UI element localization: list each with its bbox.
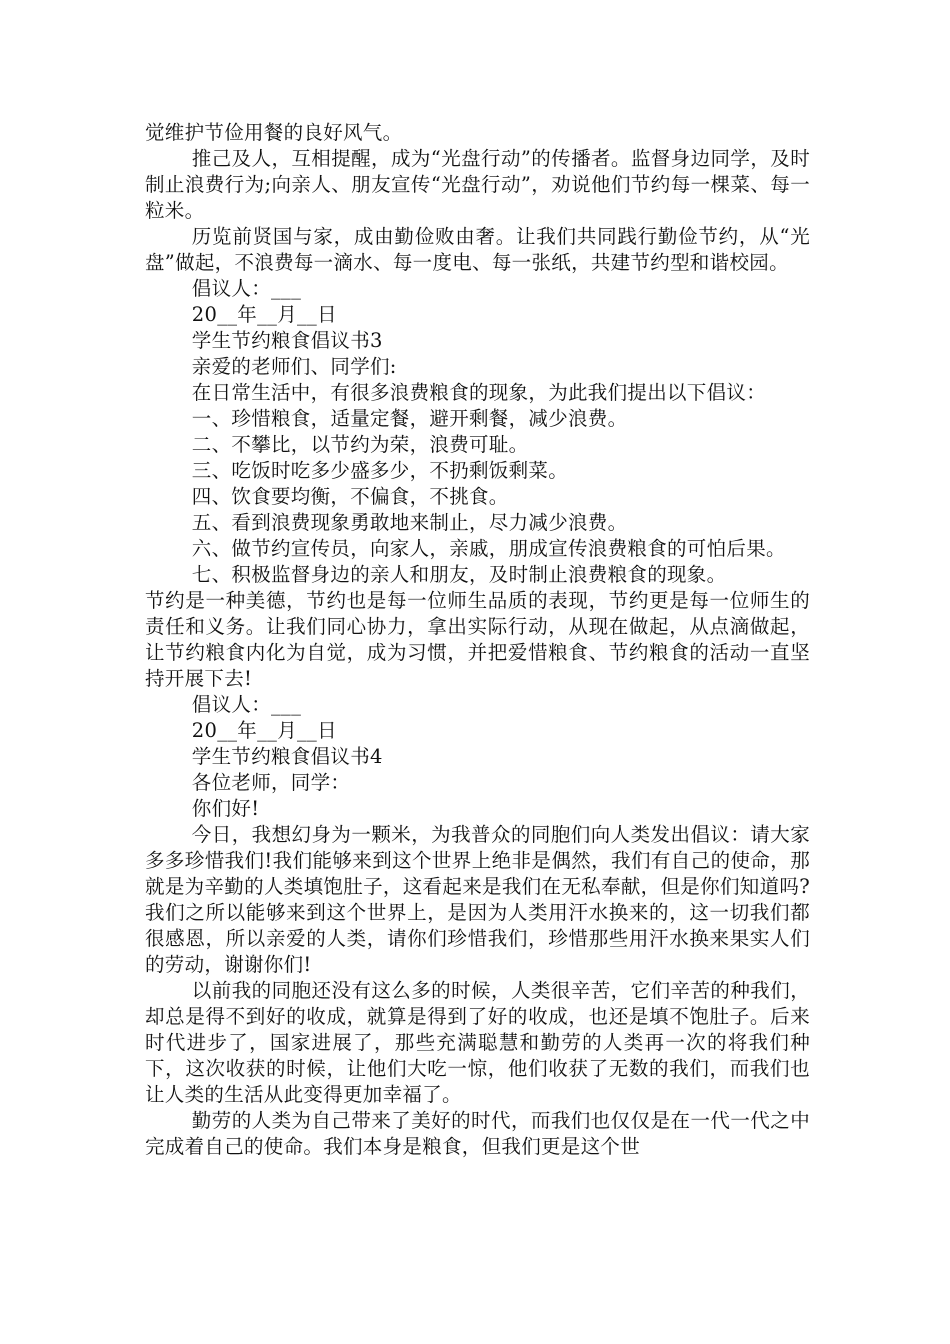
- list-item: 五、看到浪费现象勇敢地来制止，尽力减少浪费。: [191, 511, 628, 534]
- list-item: 七、积极监督身边的亲人和朋友，及时制止浪费粮食的现象。: [191, 563, 727, 586]
- list-item: 四、饮食要均衡，不偏食，不挑食。: [191, 485, 509, 508]
- list-item: 二、不攀比，以节约为荣，浪费可耻。: [191, 433, 529, 456]
- greeting: 你们好!: [191, 797, 260, 820]
- salutation: 各位老师，同学：: [191, 771, 351, 794]
- date-line: 20__年__月__日: [191, 719, 337, 742]
- paragraph: 今日，我想幻身为一颗米，为我普众的同胞们向人类发出倡议：请大家多多珍惜我们!我们能够来到这个世界上绝非是偶然，我们有自己的使命，那就是为辛勤的人类填饱肚子，这看起来是我们在无私奉献，但是你们知道吗?我们之所以能够来到这个世界上，是因为人类用汗水换来的，这一切我们都很感恩，所以亲爱的人类，请你们珍惜我们，珍惜那些用汗水换来果实人们的劳动，谢谢你们!: [145, 823, 810, 976]
- paragraph: 节约是一种美德，节约也是每一位师生品质的表现，节约更是每一位师生的责任和义务。让我们同心协力，拿出实际行动，从现在做起，从点滴做起，让节约粮食内化为自觉，成为习惯，并把爱惜粮食、节约粮食的活动一直坚持开展下去!: [145, 589, 810, 690]
- list-item: 一、珍惜粮食，适量定餐，避开剩餐，减少浪费。: [191, 407, 628, 430]
- paragraph: 勤劳的人类为自己带来了美好的时代，而我们也仅仅是在一代一代之中完成着自己的使命。我们本身是粮食，但我们更是这个世: [145, 1109, 810, 1158]
- section-title: 学生节约粮食倡议书3: [191, 329, 383, 352]
- paragraph: 以前我的同胞还没有这么多的时候，人类很辛苦，它们辛苦的种我们，却总是得不到好的收成，就算是得到了好的收成，也还是填不饱肚子。后来时代进步了，国家进展了，那些充满聪慧和勤劳的人类再一次的将我们种下，这次收获的时候，让他们大吃一惊，他们收获了无数的我们，而我们也让人类的生活从此变得更加幸福了。: [145, 979, 810, 1106]
- signatory-line: 倡议人：___: [191, 277, 302, 300]
- date-line: 20__年__月__日: [191, 303, 337, 326]
- section-title: 学生节约粮食倡议书4: [191, 745, 383, 768]
- paragraph: 在日常生活中，有很多浪费粮食的现象，为此我们提出以下倡议：: [191, 381, 766, 404]
- paragraph: 历览前贤国与家，成由勤俭败由奢。让我们共同践行勤俭节约，从“光盘”做起，不浪费每一滴水、每一度电、每一张纸，共建节约型和谐校园。: [145, 225, 810, 274]
- document-body: [145, 120, 810, 1160]
- paragraph: 觉维护节俭用餐的良好风气。: [145, 121, 403, 144]
- list-item: 六、做节约宣传员，向家人，亲戚，朋成宣传浪费粮食的可怕后果。: [191, 537, 786, 560]
- signatory-line: 倡议人：___: [191, 693, 302, 716]
- list-item: 三、吃饭时吃多少盛多少，不扔剩饭剩菜。: [191, 459, 568, 482]
- paragraph: 推己及人，互相提醒，成为“光盘行动”的传播者。监督身边同学，及时制止浪费行为;向亲人、朋友宣传“光盘行动”，劝说他们节约每一棵菜、每一粒米。: [145, 147, 810, 222]
- salutation: 亲爱的老师们、同学们:: [191, 355, 397, 378]
